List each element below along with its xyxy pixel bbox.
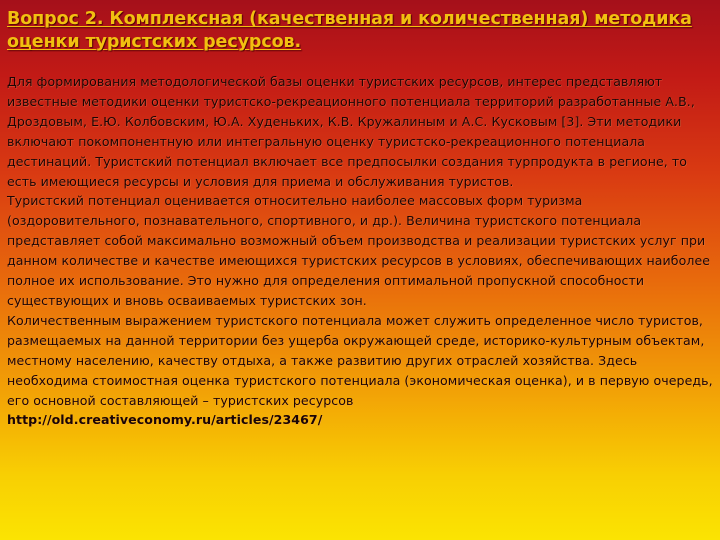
slide-body xyxy=(7,72,715,430)
paragraph-potential-assessment: Туристский потенциал оценивается относительно наиболее массовых форм туризма (оздоровительного, познавательного, спортивного, и др.). Величина туристского потенциала представляет собой максимально возможный объем производства и реализации туристских услуг при данном количестве и качестве имеющихся туристских ресурсов в условиях, обеспечивающих наиболее полное их использование. Это нужно для определения оптимальной пропускной способности существующих и вновь осваиваемых туристских зон. xyxy=(7,193,711,308)
paragraph-methodology-base: Для формирования методологической базы оценки туристских ресурсов, интерес представляют известные методики оценки туристско-рекреационного потенциала территорий разработанные А.В., Дроздовым, Е.Ю. Колбовским, Ю.А. Худеньких, К.В. Кружалиным и А.С. Кусковым [3]. Эти методики включают покомпонентную или интегральную оценку туристско-рекреационного потенциала дестинаций. Туристский потенциал включает все предпосылки создания турпродукта в регионе, то есть имеющиеся ресурсы и условия для приема и обслуживания туристов. xyxy=(7,74,695,189)
paragraph-quantitative-expression: Количественным выражением туристского потенциала может служить определенное число туристов, размещаемых на данной территории без ущерба окружающей среде, историко-культурным объектам, местному населению, качеству отдыха, а также развитию других отраслей хозяйства. Здесь необходима стоимостная оценка туристского потенциала (экономическая оценка), и в первую очередь, его основной составляющей – туристских ресурсов xyxy=(7,312,713,408)
source-link-line xyxy=(7,410,715,430)
slide-title: Вопрос 2. Комплексная (качественная и количественная) методика оценки туристских ресурсов. xyxy=(7,9,692,52)
source-link[interactable]: http://old.creativeconomy.ru/articles/23467/ xyxy=(7,412,323,428)
